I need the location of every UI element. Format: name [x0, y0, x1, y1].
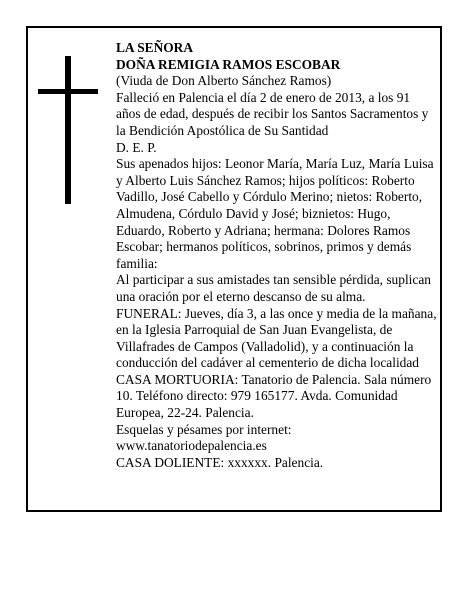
- funeral-paragraph: FUNERAL: Jueves, día 3, a las once y media de la mañana, en la Iglesia Parroquial de San Juan Evangelista, de Villafrades de Campos (Valladolid), y a continuación la conducción del cadáver al cementerio de dicha localidad: [116, 305, 437, 371]
- notice-text: [116, 40, 438, 471]
- mortuary-paragraph: CASA MORTUORIA: Tanatorio de Palencia. Sala número 10. Teléfono directo: 979 165177. Avda. Comunidad Europea, 22-24. Palencia.: [116, 371, 432, 421]
- rip-line: D. E. P.: [116, 139, 157, 155]
- widow-of-line: (Viuda de Don Alberto Sánchez Ramos): [116, 73, 332, 89]
- obituary-notice: [26, 26, 442, 512]
- website-text: www.tanatoriodepalencia.es: [116, 438, 267, 454]
- cross-vertical-bar: [65, 56, 71, 204]
- cross-icon: [38, 56, 102, 204]
- deceased-name: DOÑA REMIGIA RAMOS ESCOBAR: [116, 56, 341, 72]
- mourning-house-line: CASA DOLIENTE: xxxxxx. Palencia.: [116, 454, 324, 470]
- internet-label: Esquelas y pésames por internet:: [116, 421, 292, 437]
- cross-horizontal-bar: [38, 89, 98, 94]
- death-paragraph: Falleció en Palencia el día 2 de enero de 2013, a los 91 años de edad, después de recibir los Santos Sacramentos y la Bendición Apostólica de Su Santidad: [116, 89, 429, 138]
- request-paragraph: Al participar a sus amistades tan sensible pérdida, suplican una oración por el eterno descanso de su alma.: [116, 272, 431, 304]
- notice-title: LA SEÑORA: [116, 40, 194, 55]
- family-paragraph: Sus apenados hijos: Leonor María, María Luz, María Luisa y Alberto Luis Sánchez Ramos; hijos políticos: Roberto Vadillo, José Cabello y Córdulo Merino; nietos: Roberto, Almudena, Córdulo David y José; biznietos: Hugo, Eduardo, Roberto y Adriana; hermana: Dolores Ramos Escobar; hermanos políticos, sobrinos, primos y demás familia:: [116, 156, 434, 271]
